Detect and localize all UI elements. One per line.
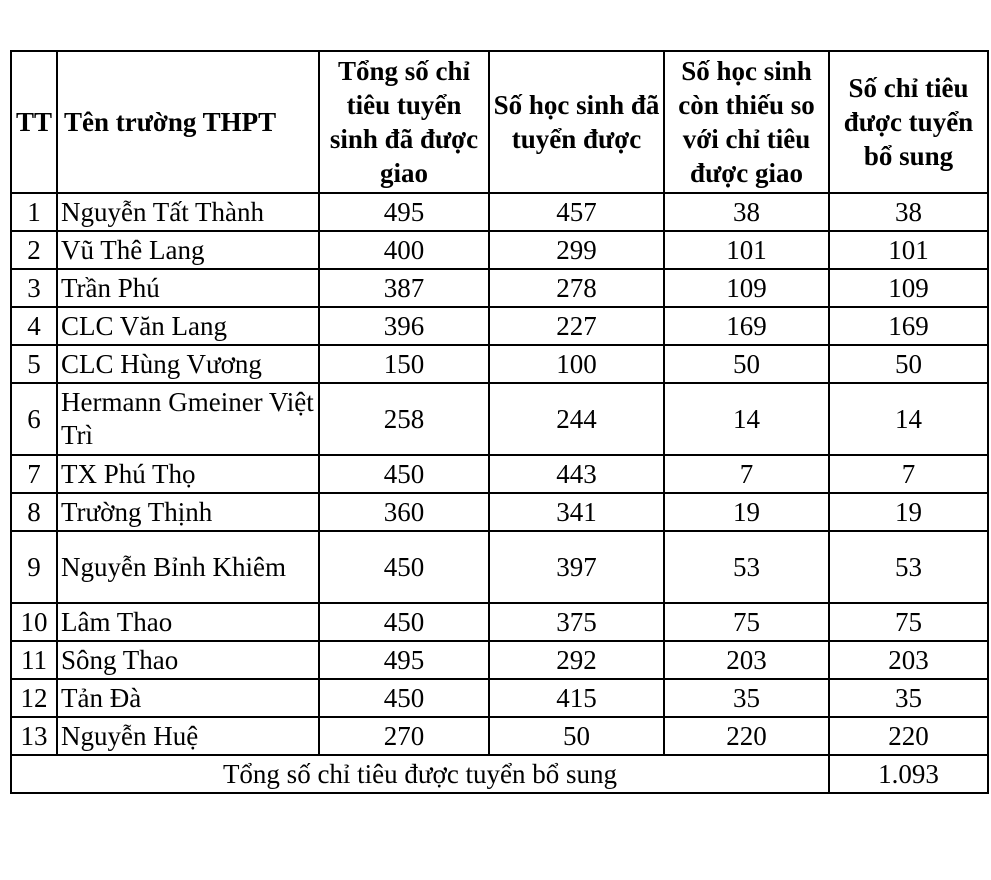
table-row	[11, 307, 988, 345]
cell-total-quota: 360	[319, 493, 489, 531]
cell-total-quota: 450	[319, 455, 489, 493]
cell-tt: 5	[11, 345, 57, 383]
header-total-quota: Tổng số chỉ tiêu tuyển sinh đã được giao	[319, 51, 489, 193]
cell-admitted: 244	[489, 383, 664, 455]
cell-supplementary: 38	[829, 193, 988, 231]
cell-total-quota: 400	[319, 231, 489, 269]
cell-supplementary: 169	[829, 307, 988, 345]
cell-total-quota: 270	[319, 717, 489, 755]
table-row	[11, 455, 988, 493]
cell-school: Nguyễn Huệ	[57, 717, 319, 755]
cell-shortfall: 14	[664, 383, 829, 455]
cell-school: Hermann Gmeiner Việt Trì	[57, 383, 319, 455]
cell-school: Nguyễn Tất Thành	[57, 193, 319, 231]
cell-supplementary: 19	[829, 493, 988, 531]
table-row	[11, 269, 988, 307]
cell-admitted: 457	[489, 193, 664, 231]
cell-admitted: 292	[489, 641, 664, 679]
cell-shortfall: 220	[664, 717, 829, 755]
cell-total-quota: 387	[319, 269, 489, 307]
cell-school: CLC Hùng Vương	[57, 345, 319, 383]
table-row	[11, 193, 988, 231]
total-row	[11, 755, 988, 793]
cell-total-quota: 450	[319, 679, 489, 717]
cell-tt: 10	[11, 603, 57, 641]
header-school: Tên trường THPT	[57, 51, 319, 193]
cell-tt: 6	[11, 383, 57, 455]
table-body	[11, 193, 988, 793]
cell-tt: 13	[11, 717, 57, 755]
cell-school: Tản Đà	[57, 679, 319, 717]
cell-admitted: 50	[489, 717, 664, 755]
cell-supplementary: 50	[829, 345, 988, 383]
cell-shortfall: 38	[664, 193, 829, 231]
cell-supplementary: 220	[829, 717, 988, 755]
cell-shortfall: 109	[664, 269, 829, 307]
cell-supplementary: 35	[829, 679, 988, 717]
table-row	[11, 531, 988, 603]
cell-total-quota: 495	[319, 641, 489, 679]
cell-shortfall: 19	[664, 493, 829, 531]
cell-shortfall: 75	[664, 603, 829, 641]
table-row	[11, 641, 988, 679]
table-row	[11, 383, 988, 455]
cell-admitted: 100	[489, 345, 664, 383]
cell-shortfall: 101	[664, 231, 829, 269]
cell-school: Trường Thịnh	[57, 493, 319, 531]
cell-shortfall: 50	[664, 345, 829, 383]
cell-school: Sông Thao	[57, 641, 319, 679]
table-row	[11, 493, 988, 531]
cell-tt: 7	[11, 455, 57, 493]
cell-tt: 8	[11, 493, 57, 531]
cell-tt: 12	[11, 679, 57, 717]
cell-admitted: 375	[489, 603, 664, 641]
cell-supplementary: 109	[829, 269, 988, 307]
cell-tt: 9	[11, 531, 57, 603]
table-row	[11, 679, 988, 717]
cell-shortfall: 7	[664, 455, 829, 493]
cell-shortfall: 53	[664, 531, 829, 603]
cell-school: CLC Văn Lang	[57, 307, 319, 345]
cell-tt: 4	[11, 307, 57, 345]
header-admitted: Số học sinh đã tuyển được	[489, 51, 664, 193]
cell-shortfall: 169	[664, 307, 829, 345]
cell-school: Trần Phú	[57, 269, 319, 307]
cell-school: Lâm Thao	[57, 603, 319, 641]
cell-tt: 11	[11, 641, 57, 679]
cell-school: Vũ Thê Lang	[57, 231, 319, 269]
table-row	[11, 603, 988, 641]
supplementary-quota-table-container	[10, 50, 989, 794]
cell-supplementary: 14	[829, 383, 988, 455]
table-row	[11, 231, 988, 269]
cell-admitted: 341	[489, 493, 664, 531]
cell-shortfall: 203	[664, 641, 829, 679]
header-row	[11, 51, 988, 193]
cell-supplementary: 203	[829, 641, 988, 679]
cell-admitted: 278	[489, 269, 664, 307]
table-row	[11, 717, 988, 755]
cell-total-quota: 396	[319, 307, 489, 345]
header-shortfall: Số học sinh còn thiếu so với chỉ tiêu được giao	[664, 51, 829, 193]
cell-supplementary: 101	[829, 231, 988, 269]
cell-total-quota: 450	[319, 531, 489, 603]
cell-shortfall: 35	[664, 679, 829, 717]
cell-school: TX Phú Thọ	[57, 455, 319, 493]
cell-school: Nguyễn Bỉnh Khiêm	[57, 531, 319, 603]
cell-total-quota: 150	[319, 345, 489, 383]
cell-tt: 3	[11, 269, 57, 307]
cell-total-quota: 495	[319, 193, 489, 231]
cell-tt: 1	[11, 193, 57, 231]
cell-supplementary: 75	[829, 603, 988, 641]
total-label: Tổng số chỉ tiêu được tuyển bổ sung	[11, 755, 829, 793]
table-row	[11, 345, 988, 383]
cell-tt: 2	[11, 231, 57, 269]
cell-admitted: 397	[489, 531, 664, 603]
cell-total-quota: 450	[319, 603, 489, 641]
cell-admitted: 443	[489, 455, 664, 493]
total-value: 1.093	[829, 755, 988, 793]
header-supplementary: Số chỉ tiêu được tuyển bổ sung	[829, 51, 988, 193]
cell-supplementary: 7	[829, 455, 988, 493]
header-tt: TT	[11, 51, 57, 193]
cell-supplementary: 53	[829, 531, 988, 603]
supplementary-quota-table	[10, 50, 989, 794]
cell-admitted: 415	[489, 679, 664, 717]
cell-admitted: 299	[489, 231, 664, 269]
cell-admitted: 227	[489, 307, 664, 345]
cell-total-quota: 258	[319, 383, 489, 455]
